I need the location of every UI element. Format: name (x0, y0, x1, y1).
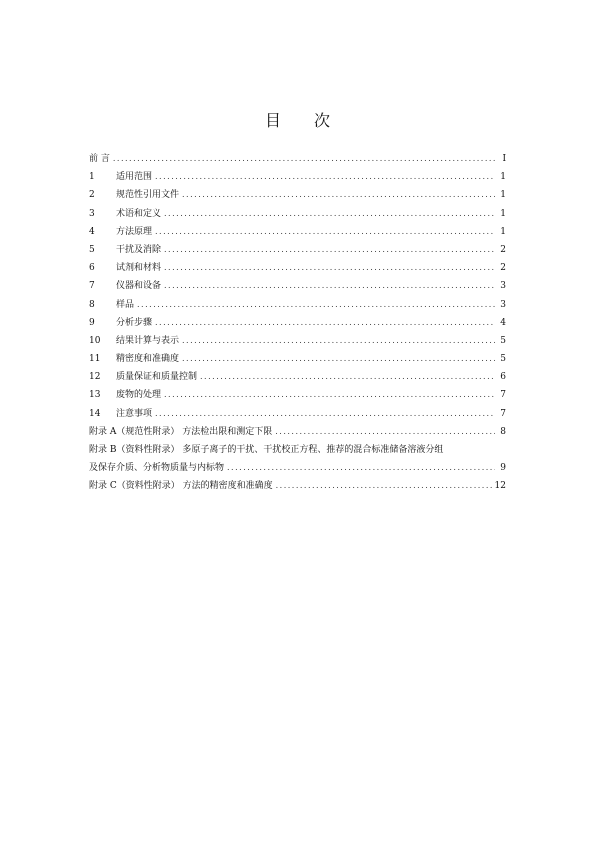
toc-entry-title: 仪器和设备 (116, 281, 162, 292)
toc-entry-title: 废物的处理 (116, 390, 162, 401)
toc-entry-page: 5 (500, 354, 506, 365)
toc-entry[interactable] (89, 314, 506, 332)
toc-entry-number: 8 (89, 299, 95, 310)
toc-entry-page: 4 (500, 317, 506, 328)
toc-entry-title: 术语和定义 (116, 208, 162, 219)
toc-entry-number: 10 (89, 335, 101, 346)
toc-entry[interactable] (89, 296, 506, 314)
toc-entry-page: 7 (500, 390, 506, 401)
toc-entry[interactable] (89, 405, 506, 423)
toc-entry-title: 干扰及消除 (116, 244, 162, 255)
dot-leader (182, 186, 495, 204)
dot-leader (164, 259, 495, 277)
toc-entry-page: 7 (500, 408, 506, 419)
toc-entry-appendix-b-line1[interactable] (89, 441, 506, 459)
dot-leader (182, 350, 495, 368)
toc-entry[interactable] (89, 168, 506, 186)
dot-leader (164, 205, 495, 223)
toc-entry-number: 2 (89, 190, 95, 201)
toc-entry-title: 结果计算与表示 (116, 335, 180, 346)
toc-entry-title: 附录 C（资料性附录） 方法的精密度和准确度 (89, 481, 273, 492)
toc-entry-page: 5 (500, 335, 506, 346)
toc-entry[interactable] (89, 223, 506, 241)
toc-entry-number: 6 (89, 263, 95, 274)
toc-entry-page: 3 (500, 299, 506, 310)
toc-entry-number: 9 (89, 317, 95, 328)
dot-leader (155, 405, 495, 423)
toc-entry-number: 4 (89, 226, 95, 237)
dot-leader (164, 241, 495, 259)
toc-entry-title: 附录 B（资料性附录） 多原子离子的干扰、干扰校正方程、推荐的混合标准储备溶液分组 (89, 445, 444, 455)
toc-entry-page: 12 (494, 481, 506, 492)
page-title: 目 次 (264, 111, 345, 130)
toc-entry-appendix-c[interactable] (89, 477, 506, 495)
toc-entry[interactable] (89, 332, 506, 350)
dot-leader (164, 386, 495, 404)
toc-entry-number: 11 (89, 354, 101, 365)
dot-leader (182, 332, 495, 350)
toc-entry-number: 5 (89, 244, 95, 255)
dot-leader (276, 477, 492, 495)
toc-entry-title: 注意事项 (116, 408, 153, 419)
toc-entry-page: 2 (500, 263, 506, 274)
dot-leader (155, 168, 495, 186)
dot-leader (227, 459, 495, 477)
dot-leader (137, 296, 495, 314)
dot-leader (113, 150, 495, 168)
toc-entry-title: 附录 A（规范性附录） 方法检出限和测定下限 (89, 426, 273, 437)
toc-entry-appendix-b-line2[interactable] (89, 459, 506, 477)
toc-entry-number: 14 (89, 408, 101, 419)
toc-entry-title: 试剂和材料 (116, 263, 162, 274)
dot-leader (164, 277, 495, 295)
toc-entry-title: 质量保证和质量控制 (116, 372, 198, 383)
toc-entry-page: I (502, 154, 506, 164)
toc-entry[interactable] (89, 259, 506, 277)
toc-entry-page: 2 (500, 244, 506, 255)
toc-entry-page: 6 (500, 372, 506, 383)
toc-entry-page: 8 (500, 426, 506, 437)
toc-entry[interactable] (89, 186, 506, 204)
dot-leader (155, 314, 495, 332)
dot-leader (155, 223, 495, 241)
toc-entry-page: 1 (500, 172, 506, 183)
toc-entry-appendix-a[interactable] (89, 423, 506, 441)
toc-entry[interactable] (89, 205, 506, 223)
toc-entry-title: 样品 (116, 299, 135, 310)
toc-entry-page: 9 (500, 463, 506, 474)
toc-entry-number: 12 (89, 372, 101, 383)
toc-entry-page: 1 (500, 226, 506, 237)
toc-entry-page: 3 (500, 281, 506, 292)
toc-entry[interactable] (89, 368, 506, 386)
toc-entry[interactable] (89, 386, 506, 404)
dot-leader (200, 368, 495, 386)
table-of-contents (89, 150, 506, 496)
toc-entry-number: 7 (89, 281, 95, 292)
toc-entry-title: 分析步骤 (116, 317, 153, 328)
toc-entry-page: 1 (500, 190, 506, 201)
dot-leader (275, 423, 495, 441)
toc-entry-page: 1 (500, 208, 506, 219)
toc-entry-title: 规范性引用文件 (116, 190, 180, 201)
toc-entry-title: 方法原理 (116, 226, 153, 237)
toc-entry[interactable] (89, 277, 506, 295)
toc-entry-title: 精密度和准确度 (116, 354, 180, 365)
toc-entry-title: 适用范围 (116, 172, 153, 183)
toc-entry-number: 1 (89, 172, 95, 183)
toc-entry-number: 3 (89, 208, 95, 219)
toc-entry-title: 前 言 (89, 154, 110, 164)
toc-entry-preface[interactable] (89, 150, 506, 168)
toc-entry[interactable] (89, 241, 506, 259)
toc-entry-number: 13 (89, 390, 101, 401)
toc-entry[interactable] (89, 350, 506, 368)
toc-entry-title-continued: 及保存介质、分析物质量与内标物 (89, 463, 225, 474)
